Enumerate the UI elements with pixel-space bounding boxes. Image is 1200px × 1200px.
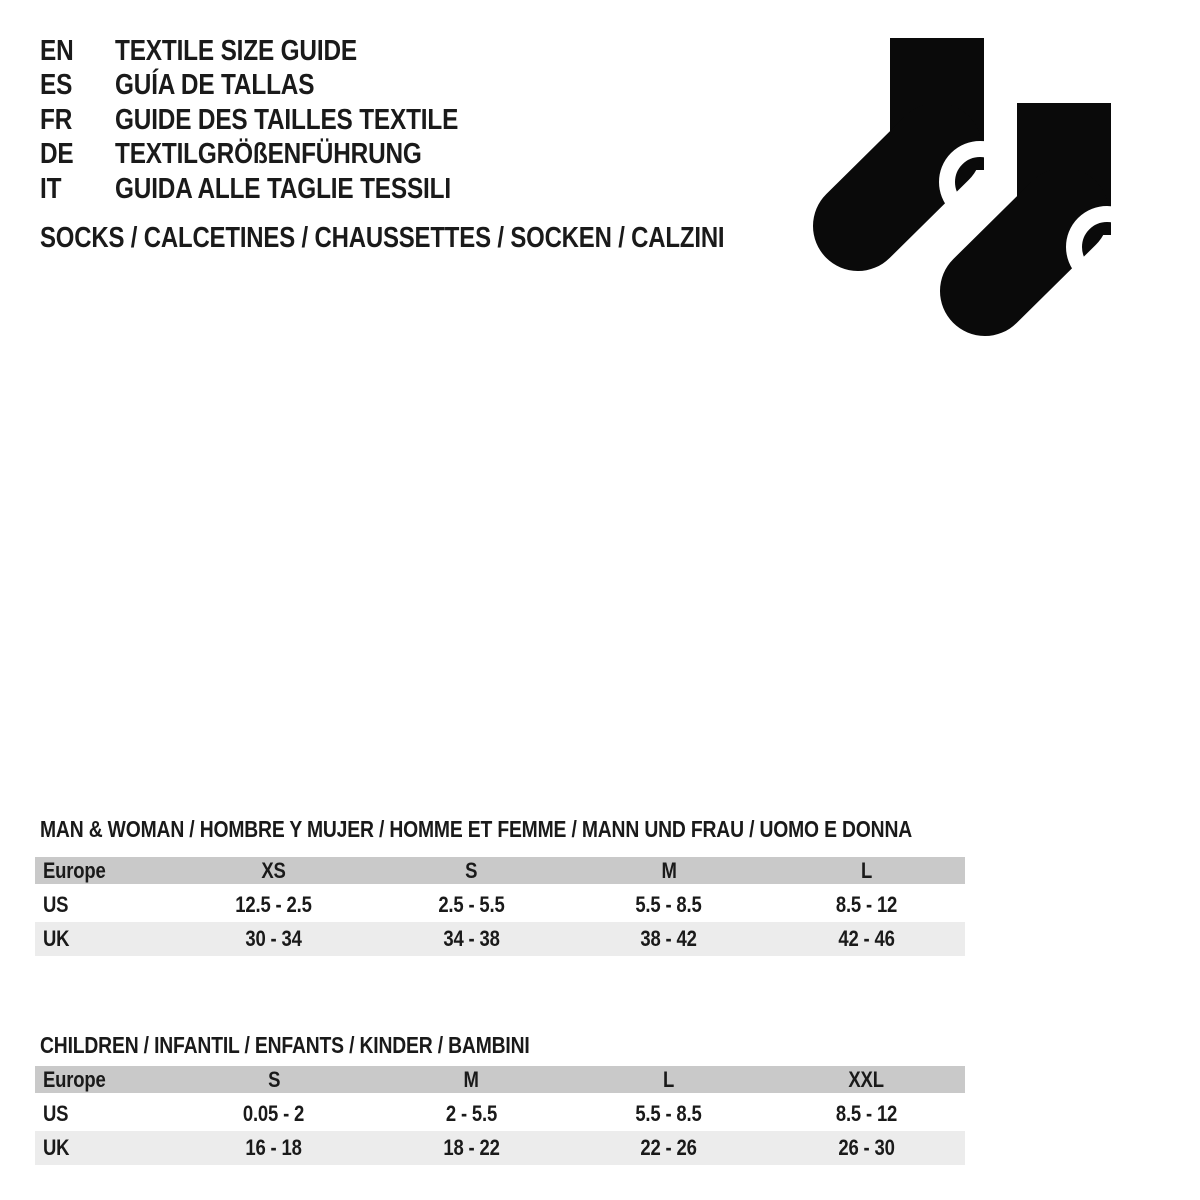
size-cell: 18 - 22 (443, 1135, 500, 1160)
size-cell: 22 - 26 (640, 1135, 697, 1160)
size-cell: 8.5 - 12 (835, 1101, 897, 1126)
size-cell: 42 - 46 (838, 926, 895, 951)
row-label: UK (43, 926, 70, 951)
socks-icon (808, 38, 1118, 358)
size-cell: 5.5 - 8.5 (635, 892, 702, 917)
guide-title-de: TEXTILGRÖßENFÜHRUNG (115, 138, 422, 171)
product-category-line: SOCKS / CALCETINES / CHAUSSETTES / SOCKEN / CALZINI (40, 222, 725, 254)
language-code: EN (40, 34, 74, 67)
size-cell: 34 - 38 (443, 926, 500, 951)
header-cell-size: S (267, 1066, 280, 1092)
language-code: FR (40, 103, 73, 136)
size-cell: 5.5 - 8.5 (635, 1101, 702, 1126)
table-row-us (35, 888, 965, 922)
man-woman-table-title: MAN & WOMAN / HOMBRE Y MUJER / HOMME ET FEMME / MANN UND FRAU / UOMO E DONNA (40, 816, 913, 842)
header-cell-size: M (661, 857, 677, 883)
table-row-uk (35, 922, 965, 956)
table-row-us (35, 1097, 965, 1131)
language-code: ES (40, 69, 73, 102)
row-label: UK (43, 1135, 70, 1160)
children-size-table (35, 1066, 965, 1165)
size-cell: 2 - 5.5 (445, 1101, 497, 1126)
guide-title-es: GUÍA DE TALLAS (115, 69, 315, 102)
size-cell: 12.5 - 2.5 (235, 892, 312, 917)
language-row-it (40, 172, 524, 207)
language-title-block (40, 34, 524, 207)
size-cell: 26 - 30 (838, 1135, 895, 1160)
size-cell: 8.5 - 12 (835, 892, 897, 917)
header-cell-region: Europe (43, 857, 106, 883)
table-header-row (35, 1066, 965, 1093)
table-header-row (35, 857, 965, 884)
header-cell-size: M (463, 1066, 479, 1092)
header-cell-size: XXL (848, 1066, 884, 1092)
header-cell-size: L (860, 857, 872, 883)
row-label: US (43, 1101, 69, 1126)
language-row-en (40, 34, 524, 69)
size-cell: 2.5 - 5.5 (438, 892, 505, 917)
guide-title-fr: GUIDE DES TAILLES TEXTILE (115, 103, 459, 136)
language-row-es (40, 69, 524, 104)
row-label: US (43, 892, 69, 917)
children-table-title: CHILDREN / INFANTIL / ENFANTS / KINDER / BAMBINI (40, 1032, 530, 1058)
header-cell-size: L (663, 1066, 675, 1092)
language-row-de (40, 138, 524, 173)
language-code: DE (40, 138, 74, 171)
language-code: IT (40, 172, 62, 205)
header-cell-size: XS (261, 857, 286, 883)
guide-title-en: TEXTILE SIZE GUIDE (115, 34, 357, 67)
man-woman-size-table (35, 857, 965, 956)
size-cell: 30 - 34 (245, 926, 302, 951)
size-cell: 38 - 42 (640, 926, 697, 951)
table-row-uk (35, 1131, 965, 1165)
header-cell-region: Europe (43, 1066, 106, 1092)
size-cell: 0.05 - 2 (243, 1101, 305, 1126)
header-cell-size: S (465, 857, 478, 883)
size-cell: 16 - 18 (245, 1135, 302, 1160)
language-row-fr (40, 103, 524, 138)
guide-title-it: GUIDA ALLE TAGLIE TESSILI (115, 172, 451, 205)
